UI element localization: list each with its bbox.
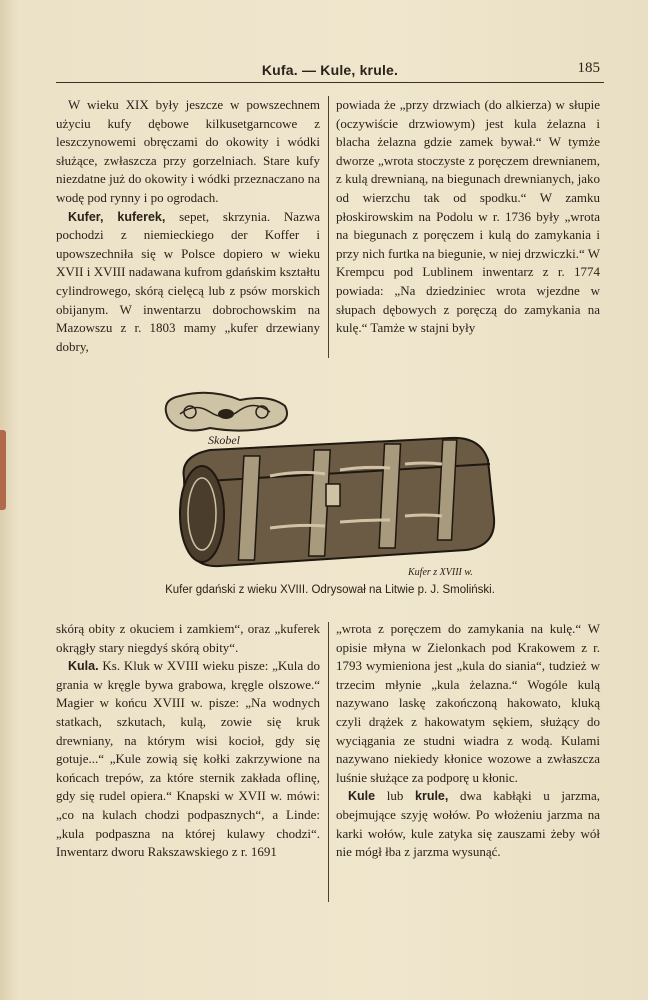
column-bottom-right [336, 620, 600, 862]
paragraph-kula-continued-2: „wrota z poręczem do zamykania na kulę.“ W opisie młyna w Zielonkach pod Krakowem z r. 1793 wymieniona jest „kula do siania“, tudzież w trzecim młynie „kula żelazna.“ Wogóle kulą nazywano laskę zakończoną hakowato, kluką czyli drążek z hakowatym sękiem, służący do wyciągania ze studni wiadra z wodą. Kulami nazywano niekiedy kłonice wozowe a zwłaszcza luśnie służące za podporę u kłonic. [336, 621, 600, 785]
entry-text-kule: dwa kabłąki u jarzma, obejmujące szyję wołów. Po włożeniu jarzma na karki wołów, kule zatyka się zauszami żeby wół nie mógł łba z jarzma wysunąć. [336, 788, 600, 860]
entry-heading-kule: Kule [348, 789, 376, 804]
chest-drawing [180, 438, 494, 566]
artist-signature: Kufer z XVIII w. [408, 567, 473, 578]
entry-heading-kula: Kula. [68, 659, 99, 674]
column-divider-bottom [328, 622, 329, 902]
entry-heading-krule: krule, [415, 789, 449, 804]
skobel-label: Skobel [208, 433, 240, 447]
paragraph-kufer-end: skórą obity z okuciem i zamkiem“, oraz „kuferek okrągły stary niegdyś skórą obity“. [56, 621, 320, 655]
paragraph-kule [336, 787, 600, 861]
entry-text-kula: Ks. Kluk w XVIII wieku pisze: „Kula do grania w kręgle bywa grabowa, kręgle olszowe.“ Magier w końcu XVIII w. pisze: „Na wodnych statkach, szkutach, kulą, zowie się kruk drewniany, na którym wisi kocioł, gdy się gotuje...“ „Kule zowią się kołki zakrzywione na końcach trepów, za które sternik zakłada oflinę, gdy się rudel opiera.“ Knapski w XVII w. mówi: „co na kulach chodzi podpasznych“, a Linde: „kula podpaszna na której kulawy chodzi“. Inwentarz dworu Rakszawskiego z r. 1691 [56, 658, 320, 860]
column-divider-top [328, 96, 329, 358]
entry-text-kufer: sepet, skrzynia. Nazwa pochodzi z niemieckiego der Koffer i upowszechniła się w Polsce dopiero w wieku XVII i XVIII nadawana kufrom gdańskim kształtu cylindrowego, skórą cielęcą lub z psów morskich obijanym. W inwentarzu dobrochowskim na Mazowszu z r. 1803 mamy „kufer drzewiany dobry, [56, 208, 320, 354]
paragraph-kufa-end: W wieku XIX były jeszcze w powszechnem użyciu kufy dębowe kilkusetgarncowe z leszczynowemi obręczami do okowity i wódki służące, zwłaszcza przy gorzelniach. Stare kufy niezdatne już do okowity i wódki przeznaczano na wodę pod rynny i po ogrodach. [56, 97, 320, 205]
paragraph-kufer [56, 208, 320, 357]
paragraph-kula [56, 657, 320, 862]
column-bottom-left [56, 620, 320, 862]
page-number: 185 [577, 60, 600, 76]
chest-illustration [150, 378, 510, 578]
paragraph-kula-continued: powiada że „przy drzwiach (do alkierza) w słupie (oczywiście drzwiowym) jest kula żelazna i blacha żelazna gdzie zamek bywał.“ W tymże dworze „wrota stoczyste z poręczem drewnianem, z kulą drewnianą, na biegunach drewnianych, jako od wierzchu tak od spodku.“ W zamku płoskirowskim na Podolu w r. 1736 były „wrota na biegunach z poręczem i kulą do zamykania i przy nich furtka na biegunie, w niej drzwiczki.“ W Krempcu pod Lublinem inwentarz z r. 1774 powiada: „Na dziedziniec wrota wjezdne w słupach dębowych z poręczą do zamykania na kulę.“ Tamże w stajni były [336, 97, 600, 336]
entry-heading-kufer: Kufer, kuferek, [68, 209, 166, 224]
running-head [56, 58, 604, 83]
skobel-drawing [166, 393, 287, 431]
running-title: Kufa. — Kule, krule. [261, 62, 399, 78]
entry-joiner: lub [375, 788, 415, 804]
column-top-left [56, 96, 320, 356]
page-edge-tab [0, 430, 6, 510]
column-top-right [336, 96, 600, 338]
figure-caption: Kufer gdański z wieku XVIII. Odrysował na Litwie p. J. Smoliński. [165, 584, 495, 596]
